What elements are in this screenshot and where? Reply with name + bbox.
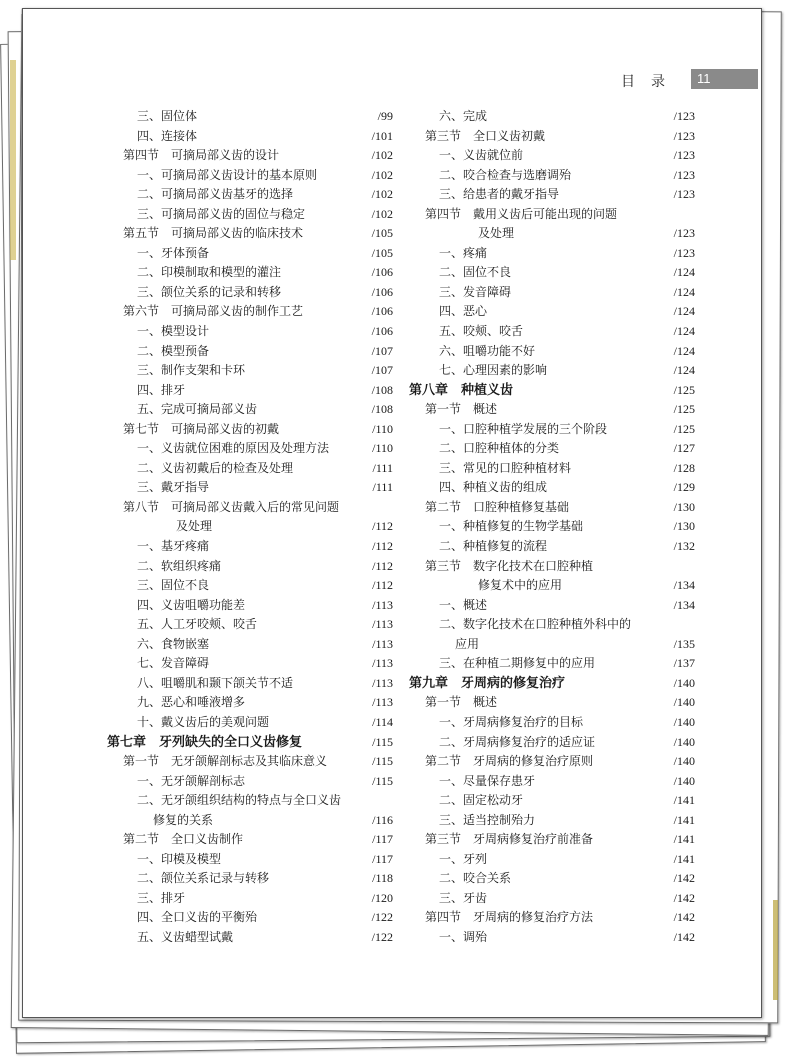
toc-entry-item[interactable] <box>409 537 695 557</box>
toc-entry-item[interactable] <box>107 674 393 694</box>
toc-entry-title: 三、戴牙指导 <box>137 480 210 495</box>
toc-entry-item[interactable] <box>107 459 393 479</box>
toc-entry-page: /108 <box>371 382 393 397</box>
toc-entry-section[interactable] <box>107 302 393 322</box>
toc-entry-page: /132 <box>673 539 695 554</box>
toc-entry-title: 一、模型设计 <box>137 324 210 339</box>
toc-entry-item[interactable] <box>409 342 695 362</box>
toc-entry-page: /129 <box>673 480 695 495</box>
toc-entry-title: 第三节 数字化技术在口腔种植 <box>425 558 594 573</box>
toc-entry-page: /124 <box>673 284 695 299</box>
toc-entry-title: 第三节 牙周病修复治疗前准备 <box>425 832 594 847</box>
toc-entry-page: /128 <box>673 460 695 475</box>
toc-entry-title: 五、人工牙咬颊、咬舌 <box>137 617 258 632</box>
toc-entry-page: /102 <box>371 206 393 221</box>
toc-entry-item[interactable] <box>107 400 393 420</box>
toc-entry-title: 一、种植修复的生物学基础 <box>439 519 584 534</box>
toc-entry-item[interactable] <box>409 654 695 674</box>
toc-entry-page: /124 <box>673 343 695 358</box>
toc-entry-item[interactable] <box>107 381 393 401</box>
toc-entry-title: 第一节 概述 <box>425 695 498 710</box>
toc-entry-page: /110 <box>372 421 393 436</box>
toc-entry-title: 第五节 可摘局部义齿的临床技术 <box>123 226 304 241</box>
toc-entry-title: 一、牙周病修复治疗的目标 <box>439 714 584 729</box>
toc-entry-title: 第二节 全口义齿制作 <box>123 832 244 847</box>
toc-entry-title: 三、可摘局部义齿的固位与稳定 <box>137 206 306 221</box>
toc-entry-page: /134 <box>673 597 695 612</box>
toc-entry-cont[interactable] <box>409 224 695 244</box>
toc-entry-page: /106 <box>371 324 393 339</box>
toc-entry-page: /110 <box>372 441 393 456</box>
toc-entry-item[interactable] <box>409 478 695 498</box>
toc-entry-item[interactable] <box>107 439 393 459</box>
toc-entry-title: 六、食物嵌塞 <box>137 636 210 651</box>
toc-entry-page: /112 <box>372 558 393 573</box>
toc-entry-section[interactable] <box>409 908 695 928</box>
toc-entry-title: 七、心理因素的影响 <box>439 363 548 378</box>
toc-entry-item[interactable] <box>107 693 393 713</box>
toc-entry-title: 四、恶心 <box>439 304 488 319</box>
toc-entry-section[interactable] <box>409 830 695 850</box>
toc-entry-item[interactable] <box>107 205 393 225</box>
toc-entry-title: 四、排牙 <box>137 382 186 397</box>
toc-entry-item[interactable] <box>409 772 695 792</box>
toc-entry-page: /125 <box>673 382 695 397</box>
toc-entry-item[interactable] <box>107 244 393 264</box>
toc-entry-title: 三、发音障碍 <box>439 284 512 299</box>
toc-entry-page: /99 <box>377 109 393 123</box>
toc-entry-page: /130 <box>673 519 695 534</box>
toc-entry-title: 四、义齿咀嚼功能差 <box>137 597 246 612</box>
toc-entry-item[interactable] <box>409 283 695 303</box>
toc-entry-title: 一、印模及模型 <box>137 851 222 866</box>
toc-entry-item[interactable] <box>409 439 695 459</box>
toc-entry-item[interactable] <box>409 322 695 342</box>
toc-entry-item[interactable] <box>409 166 695 186</box>
toc-entry-item[interactable] <box>107 537 393 557</box>
toc-entry-title: 及处理 <box>478 226 515 241</box>
toc-entry-page: /140 <box>673 714 695 729</box>
toc-entry-item[interactable] <box>107 908 393 928</box>
toc-entry-title: 二、牙周病修复治疗的适应证 <box>439 734 596 749</box>
toc-entry-item[interactable] <box>107 342 393 362</box>
toc-entry-item[interactable] <box>409 146 695 166</box>
toc-entry-section[interactable] <box>409 557 695 577</box>
toc-entry-page: /112 <box>372 578 393 593</box>
toc-entry-page: /140 <box>673 695 695 710</box>
toc-entry-page: /124 <box>673 265 695 280</box>
toc-entry-title: 二、无牙颌组织结构的特点与全口义齿 <box>137 793 342 808</box>
toc-entry-page: /116 <box>372 812 393 827</box>
toc-entry-item[interactable] <box>107 889 393 909</box>
toc-entry-title: 及处理 <box>176 519 213 534</box>
toc-entry-page: /137 <box>673 656 695 671</box>
toc-entry-title: 十、戴义齿后的美观问题 <box>137 714 270 729</box>
toc-entry-title: 四、种植义齿的组成 <box>439 480 548 495</box>
toc-entry-page: /107 <box>371 363 393 378</box>
toc-entry-page: /113 <box>372 675 393 690</box>
toc-entry-page: /105 <box>371 245 393 260</box>
toc-entry-title: 五、咬颊、咬舌 <box>439 324 524 339</box>
toc-entry-title: 一、可摘局部义齿设计的基本原则 <box>137 167 318 182</box>
toc-entry-page: /112 <box>372 519 393 534</box>
toc-entry-title: 第四节 牙周病的修复治疗方法 <box>425 910 594 925</box>
toc-entry-page: /120 <box>371 890 393 905</box>
toc-entry-item[interactable] <box>107 478 393 498</box>
toc-entry-page: /115 <box>372 754 393 769</box>
toc-entry-page: /106 <box>371 265 393 280</box>
toc-entry-title: 一、疼痛 <box>439 245 488 260</box>
toc-entry-title: 九、恶心和唾液增多 <box>137 695 246 710</box>
toc-entry-page: /142 <box>673 890 695 905</box>
toc-entry-title: 修复的关系 <box>153 812 214 827</box>
toc-entry-item[interactable] <box>409 185 695 205</box>
toc-entry-item[interactable] <box>409 361 695 381</box>
toc-entry-title: 三、牙齿 <box>439 890 488 905</box>
toc-entry-item[interactable] <box>409 263 695 283</box>
toc-entry-title: 第八章 种植义齿 <box>409 382 514 398</box>
toc-entry-page: /112 <box>372 539 393 554</box>
toc-entry-item-cont[interactable] <box>107 811 393 831</box>
toc-entry-page: /115 <box>372 734 393 749</box>
toc-entry-page: /142 <box>673 871 695 886</box>
toc-entry-title: 三、在种植二期修复中的应用 <box>439 656 596 671</box>
toc-entry-title: 一、牙列 <box>439 851 488 866</box>
toc-entry-title: 第七节 可摘局部义齿的初戴 <box>123 421 280 436</box>
toc-entry-page: /140 <box>673 773 695 788</box>
toc-entry-item[interactable] <box>107 791 393 811</box>
toc-entry-title: 一、基牙疼痛 <box>137 539 210 554</box>
toc-entry-title: 第一节 无牙颌解剖标志及其临床意义 <box>123 754 328 769</box>
toc-entry-page: /117 <box>372 832 393 847</box>
toc-entry-page: /111 <box>372 460 393 475</box>
toc-entry-section[interactable] <box>107 224 393 244</box>
toc-entry-section[interactable] <box>409 752 695 772</box>
toc-entry-title: 一、义齿就位困难的原因及处理方法 <box>137 441 330 456</box>
toc-entry-page: /118 <box>372 871 393 886</box>
toc-entry-section[interactable] <box>107 830 393 850</box>
toc-entry-title: 三、常见的口腔种植材料 <box>439 460 572 475</box>
toc-entry-item[interactable] <box>409 811 695 831</box>
toc-entry-title: 二、义齿初戴后的检查及处理 <box>137 460 294 475</box>
toc-entry-section[interactable] <box>409 498 695 518</box>
toc-entry-page: /140 <box>673 675 695 690</box>
toc-entry-title: 二、口腔种植体的分类 <box>439 441 560 456</box>
header-page-number: 11 <box>691 69 758 89</box>
toc-entry-item[interactable] <box>409 791 695 811</box>
toc-entry-chapter[interactable] <box>409 381 695 401</box>
toc-entry-title: 二、模型预备 <box>137 343 210 358</box>
toc-entry-page: /124 <box>673 304 695 319</box>
toc-entry-title: 八、咀嚼肌和颞下颌关节不适 <box>137 675 294 690</box>
toc-entry-title: 第四节 可摘局部义齿的设计 <box>123 148 280 163</box>
toc-entry-chapter[interactable] <box>409 674 695 694</box>
toc-entry-title: 五、义齿蜡型试戴 <box>137 929 234 944</box>
toc-entry-title: 三、固位不良 <box>137 578 210 593</box>
toc-entry-item[interactable] <box>107 928 393 948</box>
toc-entry-page: /106 <box>371 284 393 299</box>
running-header <box>583 69 758 89</box>
toc-entry-item[interactable] <box>107 185 393 205</box>
toc-entry-page: /142 <box>673 910 695 925</box>
toc-entry-title: 一、牙体预备 <box>137 245 210 260</box>
toc-entry-title: 二、咬合关系 <box>439 871 512 886</box>
toc-entry-title: 第六节 可摘局部义齿的制作工艺 <box>123 304 304 319</box>
toc-entry-page: /141 <box>673 832 695 847</box>
toc-entry-title: 六、完成 <box>439 109 488 123</box>
toc-entry-page: /125 <box>673 402 695 417</box>
toc-entry-title: 四、连接体 <box>137 128 198 143</box>
toc-entry-page: /123 <box>673 226 695 241</box>
toc-entry-item[interactable] <box>107 576 393 596</box>
toc-entry-page: /122 <box>371 929 393 944</box>
toc-entry-title: 二、数字化技术在口腔种植外科中的 <box>439 617 632 632</box>
toc-entry-item[interactable] <box>107 772 393 792</box>
toc-entry-title: 二、印模制取和模型的灌注 <box>137 265 282 280</box>
toc-entry-page: /141 <box>673 793 695 808</box>
toc-entry-item[interactable] <box>107 361 393 381</box>
toc-entry-title: 三、排牙 <box>137 890 186 905</box>
toc-left-column <box>107 107 393 948</box>
toc-entry-item[interactable] <box>409 733 695 753</box>
toc-entry-title: 三、制作支架和卡环 <box>137 363 246 378</box>
toc-entry-section[interactable] <box>107 420 393 440</box>
toc-entry-title: 二、咬合检查与选磨调殆 <box>439 167 572 182</box>
toc-entry-page: /122 <box>371 910 393 925</box>
toc-entry-title: 一、口腔种植学发展的三个阶段 <box>439 421 608 436</box>
toc-entry-page: /141 <box>673 812 695 827</box>
toc-entry-title: 二、颌位关系记录与转移 <box>137 871 270 886</box>
toc-entry-item[interactable] <box>409 244 695 264</box>
toc-entry-section[interactable] <box>409 400 695 420</box>
toc-entry-title: 一、无牙颌解剖标志 <box>137 773 246 788</box>
toc-entry-page: /113 <box>372 636 393 651</box>
toc-entry-page: /105 <box>371 226 393 241</box>
toc-entry-page: /123 <box>673 245 695 260</box>
toc-entry-title: 二、固定松动牙 <box>439 793 524 808</box>
toc-entry-item[interactable] <box>107 654 393 674</box>
header-title: 目录 <box>621 74 681 90</box>
toc-entry-title: 第一节 概述 <box>425 402 498 417</box>
toc-entry-page: /113 <box>372 656 393 671</box>
toc-entry-title: 六、咀嚼功能不好 <box>439 343 536 358</box>
toc-entry-page: /142 <box>673 929 695 944</box>
toc-entry-item[interactable] <box>409 928 695 948</box>
toc-entry-title: 三、固位体 <box>137 109 198 123</box>
toc-entry-item[interactable] <box>409 459 695 479</box>
toc-entry-item[interactable] <box>107 263 393 283</box>
toc-entry-page: /111 <box>372 480 393 495</box>
toc-entry-title: 三、颌位关系的记录和转移 <box>137 284 282 299</box>
toc-entry-title: 一、调殆 <box>439 929 488 944</box>
toc-entry-title: 二、种植修复的流程 <box>439 539 548 554</box>
toc-right-column <box>409 107 695 948</box>
toc-entry-item-cont[interactable] <box>409 635 695 655</box>
page-edge-accent <box>10 60 16 260</box>
page-edge-accent <box>773 900 778 1000</box>
toc-entry-page: /101 <box>371 128 393 143</box>
toc-entry-cont[interactable] <box>409 576 695 596</box>
toc-entry-page: /135 <box>673 636 695 651</box>
toc-entry-title: 二、固位不良 <box>439 265 512 280</box>
toc-entry-item[interactable] <box>107 322 393 342</box>
toc-entry-page: /106 <box>371 304 393 319</box>
toc-entry-page: /113 <box>372 617 393 632</box>
toc-entry-title: 第二节 牙周病的修复治疗原则 <box>425 754 594 769</box>
toc-entry-page: /114 <box>372 714 393 729</box>
toc-entry-page: /123 <box>673 109 695 123</box>
toc-entry-chapter[interactable] <box>107 733 393 753</box>
toc-entry-title: 第七章 牙列缺失的全口义齿修复 <box>107 734 303 750</box>
toc-entry-page: /140 <box>673 754 695 769</box>
toc-entry-item[interactable] <box>409 517 695 537</box>
toc-entry-item[interactable] <box>409 596 695 616</box>
toc-entry-page: /140 <box>673 734 695 749</box>
toc-entry-page: /124 <box>673 363 695 378</box>
toc-entry-page: /102 <box>371 187 393 202</box>
toc-entry-section[interactable] <box>409 127 695 147</box>
toc-entry-item[interactable] <box>107 283 393 303</box>
toc-entry-title: 一、尽量保存患牙 <box>439 773 536 788</box>
toc-entry-title: 第三节 全口义齿初戴 <box>425 128 546 143</box>
toc-entry-page: /102 <box>371 167 393 182</box>
toc-entry-item[interactable] <box>409 713 695 733</box>
toc-entry-item[interactable] <box>107 596 393 616</box>
toc-entry-section[interactable] <box>107 146 393 166</box>
toc-entry-page: /141 <box>673 851 695 866</box>
toc-entry-title: 五、完成可摘局部义齿 <box>137 402 258 417</box>
toc-entry-item[interactable] <box>409 615 695 635</box>
toc-entry-title: 一、概述 <box>439 597 488 612</box>
toc-entry-page: /123 <box>673 167 695 182</box>
toc-entry-page: /108 <box>371 402 393 417</box>
toc-entry-title: 修复术中的应用 <box>478 578 563 593</box>
toc-entry-page: /123 <box>673 148 695 163</box>
toc-entry-section[interactable] <box>107 752 393 772</box>
toc-entry-title: 三、给患者的戴牙指导 <box>439 187 560 202</box>
toc-entry-page: /123 <box>673 187 695 202</box>
toc-entry-item[interactable] <box>409 107 695 127</box>
toc-entry-title: 三、适当控制殆力 <box>439 812 536 827</box>
toc-entry-page: /115 <box>372 773 393 788</box>
toc-entry-item[interactable] <box>409 869 695 889</box>
toc-entry-item[interactable] <box>107 850 393 870</box>
toc-entry-title: 第八节 可摘局部义齿戴入后的常见问题 <box>123 499 340 514</box>
toc-entry-item[interactable] <box>409 420 695 440</box>
toc-entry-page: /102 <box>371 148 393 163</box>
toc-entry-item[interactable] <box>107 615 393 635</box>
toc-entry-item[interactable] <box>409 850 695 870</box>
toc-entry-section[interactable] <box>409 693 695 713</box>
toc-entry-page: /113 <box>372 597 393 612</box>
toc-entry-title: 第四节 戴用义齿后可能出现的问题 <box>425 206 618 221</box>
toc-entry-section[interactable] <box>409 205 695 225</box>
toc-entry-title: 二、软组织疼痛 <box>137 558 222 573</box>
toc-entry-page: /127 <box>673 441 695 456</box>
toc-entry-item[interactable] <box>107 869 393 889</box>
toc-entry-section[interactable] <box>107 498 393 518</box>
toc-entry-item[interactable] <box>409 889 695 909</box>
toc-entry-page: /125 <box>673 421 695 436</box>
toc-entry-title: 二、可摘局部义齿基牙的选择 <box>137 187 294 202</box>
toc-entry-item[interactable] <box>107 166 393 186</box>
toc-entry-page: /123 <box>673 128 695 143</box>
toc-entry-title: 第九章 牙周病的修复治疗 <box>409 675 566 691</box>
toc-entry-page: /130 <box>673 499 695 514</box>
toc-entry-item[interactable] <box>107 127 393 147</box>
toc-entry-item[interactable] <box>107 107 393 127</box>
toc-entry-item[interactable] <box>107 635 393 655</box>
toc-entry-item[interactable] <box>107 557 393 577</box>
toc-entry-item[interactable] <box>107 713 393 733</box>
toc-entry-title: 应用 <box>455 636 480 651</box>
toc-entry-item[interactable] <box>409 302 695 322</box>
toc-entry-title: 第二节 口腔种植修复基础 <box>425 499 570 514</box>
toc-entry-cont[interactable] <box>107 517 393 537</box>
toc-entry-page: /107 <box>371 343 393 358</box>
toc-entry-page: /124 <box>673 324 695 339</box>
toc-entry-title: 一、义齿就位前 <box>439 148 524 163</box>
toc-entry-page: /117 <box>372 851 393 866</box>
toc-entry-title: 四、全口义齿的平衡殆 <box>137 910 258 925</box>
toc-entry-page: /134 <box>673 578 695 593</box>
toc-entry-title: 七、发音障碍 <box>137 656 210 671</box>
toc-entry-page: /113 <box>372 695 393 710</box>
